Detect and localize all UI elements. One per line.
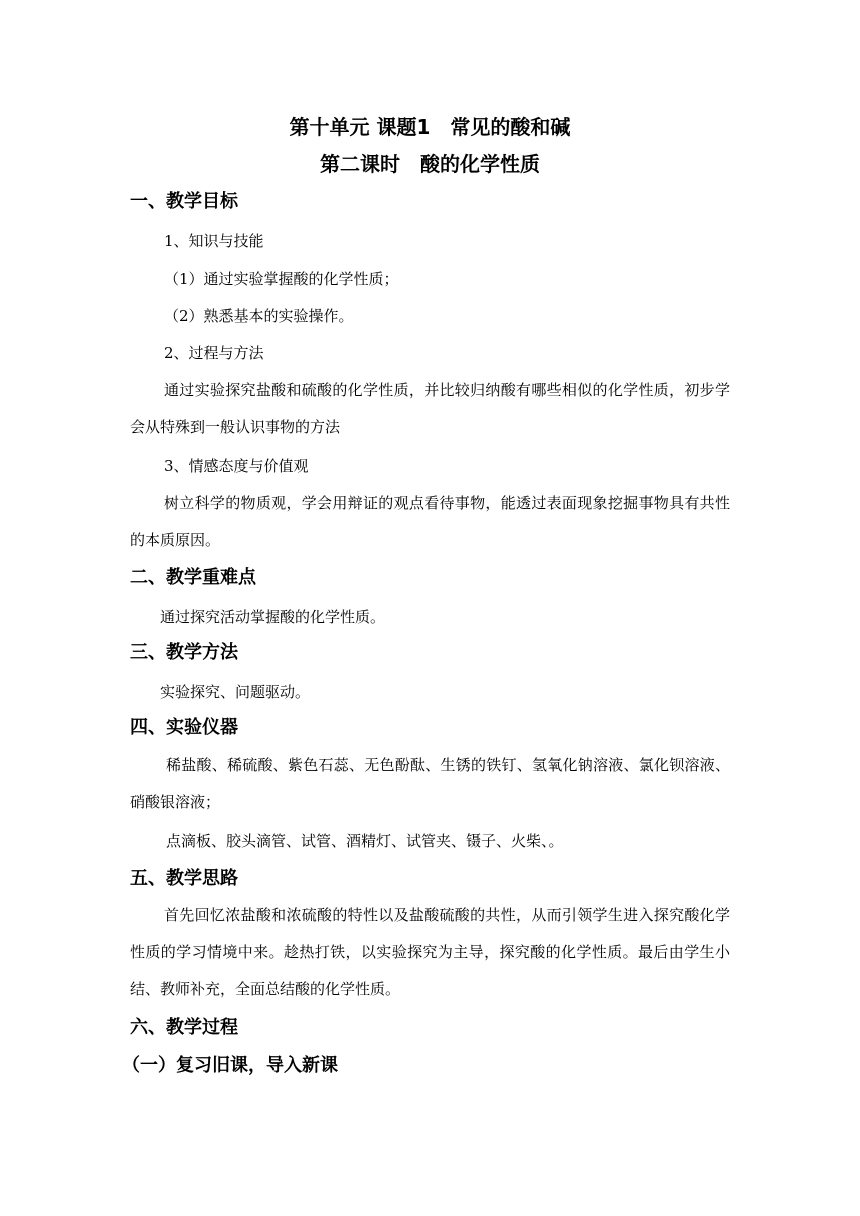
reagents-paragraph: 稀盐酸、稀硫酸、紫色石蕊、无色酚酞、生锈的铁钉、氢氧化钠溶液、氯化钡溶液、硝酸银溶液； (130, 756, 730, 811)
document-subtitle: 第二课时 酸的化学性质 (320, 152, 540, 176)
section-heading-instruments: 四、实验仪器 (130, 717, 238, 738)
key-points-text: 通过探究活动掌握酸的化学性质。 (160, 608, 386, 626)
section-heading-process: 六、教学过程 (130, 1017, 238, 1038)
apparatus-text: 点滴板、胶头滴管、试管、酒精灯、试管夹、镊子、火柴、。 (166, 832, 564, 850)
methods-text: 实验探究、问题驱动。 (160, 683, 311, 701)
attitude-paragraph: 树立科学的物质观，学会用辩证的观点看待事物，能透过表面现象挖掘事物具有共性的本质原因。 (130, 494, 730, 549)
section-heading-key-points: 二、教学重难点 (130, 567, 256, 588)
section-heading-approach: 五、教学思路 (130, 868, 238, 889)
subsection-heading-review: （一）复习旧课，导入新课 (122, 1055, 338, 1076)
section-heading-methods: 三、教学方法 (130, 642, 238, 663)
approach-paragraph: 首先回忆浓盐酸和浓硫酸的特性以及盐酸硫酸的共性，从而引领学生进入探究酸化学性质的学习情境中来。趁热打铁，以实验探究为主导，探究酸的化学性质。最后由学生小结、教师补充，全面总结酸的化学性质。 (130, 906, 730, 998)
process-paragraph: 通过实验探究盐酸和硫酸的化学性质，并比较归纳酸有哪些相似的化学性质，初步学会从特殊到一般认识事物的方法 (130, 381, 730, 436)
document-title: 第十单元 课题1 常见的酸和碱 (289, 115, 571, 139)
attitude-label: 3、情感态度与价值观 (164, 457, 309, 475)
knowledge-label: 1、知识与技能 (164, 232, 264, 250)
knowledge-item: （2）熟悉基本的实验操作。 (164, 307, 354, 325)
knowledge-item: （1）通过实验掌握酸的化学性质； (164, 270, 399, 288)
section-heading-objectives: 一、教学目标 (130, 191, 238, 212)
process-label: 2、过程与方法 (164, 344, 264, 362)
